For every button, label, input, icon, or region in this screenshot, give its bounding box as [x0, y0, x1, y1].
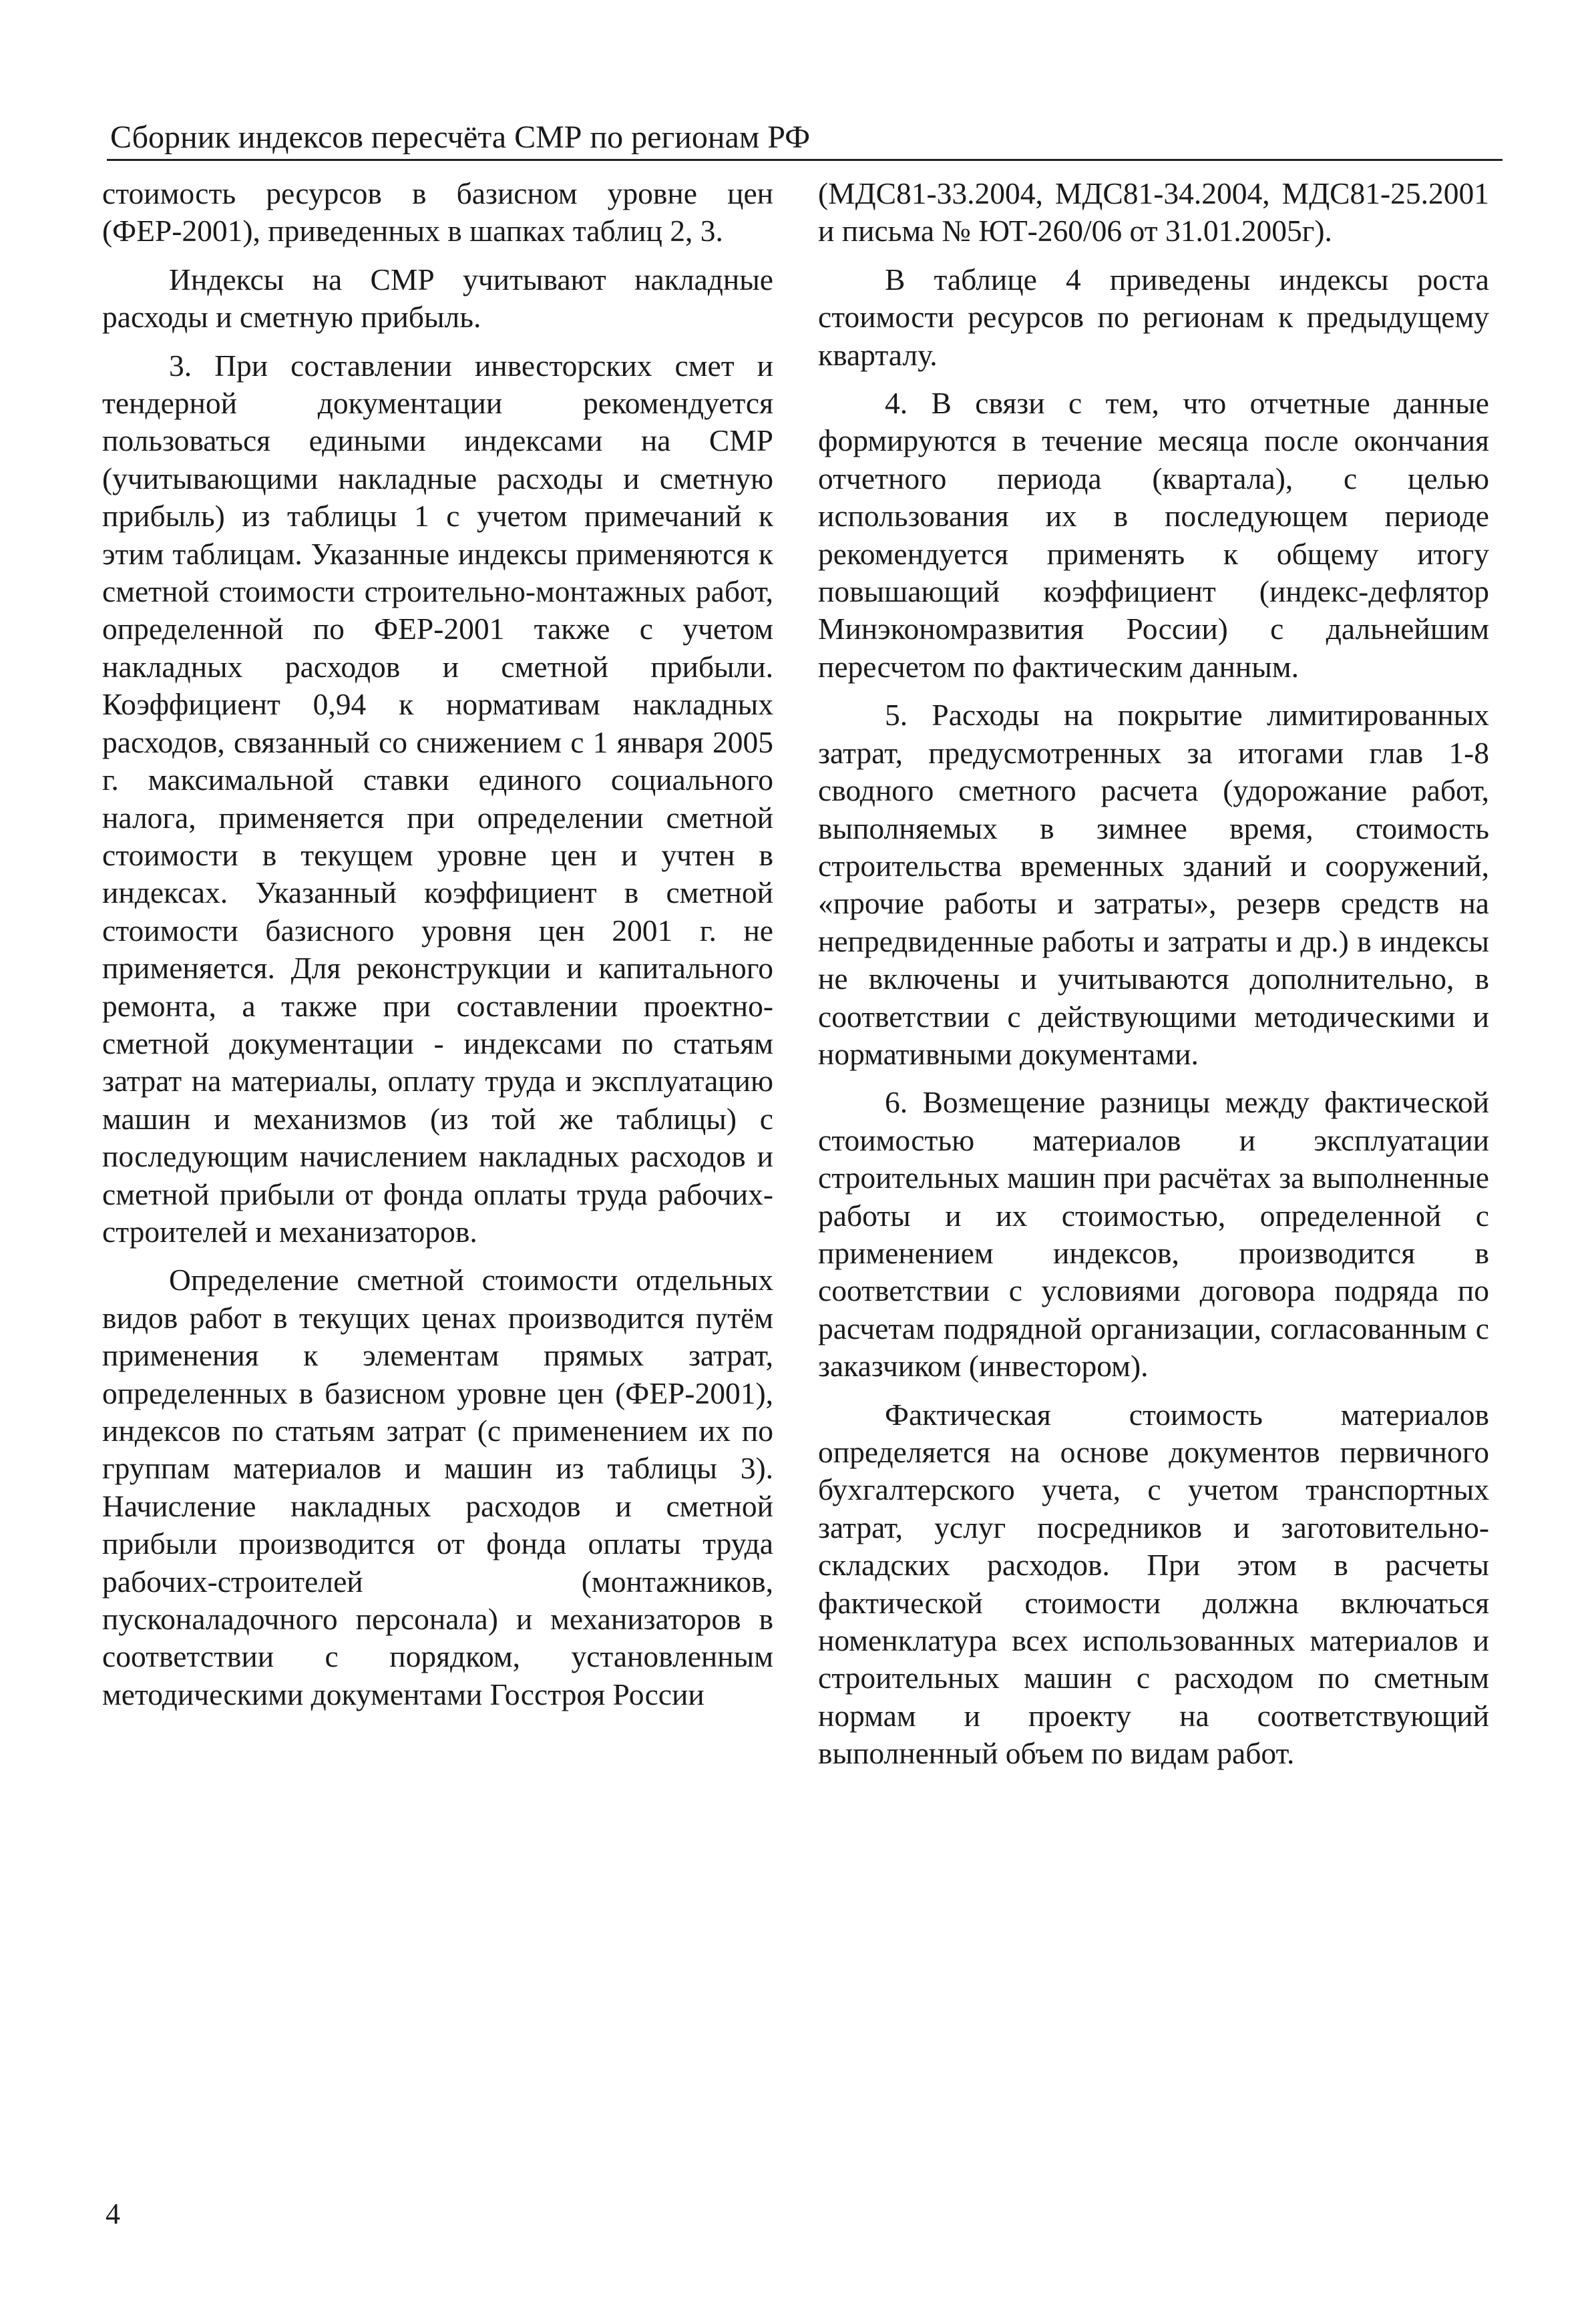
left-column [102, 175, 773, 1724]
paragraph: Определение сметной стоимости отдельных видов работ в текущих ценах производится путём применения к элементам прямых затрат, определенных в базисном уровне цен (ФЕР-2001), индексов по статьям затрат (с применением их по группам материалов и машин из таблицы 3). Начисление накладных расходов и сметной прибыли производится от фонда оплаты труда рабочих-строителей (монтажников, пусконаладочного персонала) и механизаторов в соответствии с порядком, установленным методическими документами Госстроя России [102, 1263, 773, 1711]
paragraph: 4. В связи с тем, что отчетные данные формируются в течение месяца после окончания отчетного периода (квартала), с целью использования их в последующем периоде рекомендуется применять к общему итогу повышающий коэффициент (индекс-дефлятор Минэкономразвития России) с дальнейшим пересчетом по фактическим данным. [818, 386, 1489, 684]
paragraph: Индексы на СМР учитывают накладные расходы и сметную прибыль. [102, 262, 773, 335]
page-number: 4 [106, 2198, 120, 2230]
paragraph: Фактическая стоимость материалов определяется на основе документов первичного бухгалтерского учета, с учетом транспортных затрат, услуг посредников и заготовительно-складских расходов. При этом в расчеты фактической стоимости должна включаться номенклатура всех использованных материалов и строительных машин с расходом по сметным нормам и проекту на соответствующий выполненный объем по видам работ. [818, 1397, 1489, 1771]
header-title: Сборник индексов пересчёта СМР по регионам РФ [110, 120, 810, 155]
paragraph: (МДС81-33.2004, МДС81-34.2004, МДС81-25.2001 и письма № ЮТ-260/06 от 31.01.2005г). [818, 176, 1489, 248]
paragraph: 3. При составлении инвесторских смет и тендерной документации рекомендуется пользоваться едиными индексами на СМР (учитывающими накладные расходы и сметную прибыль) из таблицы 1 с учетом примечаний к этим таблицам. Указанные индексы применяются к сметной стоимости строительно-монтажных работ, определенной по ФЕР-2001 также с учетом накладных расходов и сметной прибыли. Коэффициент 0,94 к нормативам накладных расходов, связанный со снижением с 1 января 2005 г. максимальной ставки единого социального налога, применяется при определении сметной стоимости в текущем уровне цен и учтен в индексах. Указанный коэффициент в сметной стоимости базисного уровня цен 2001 г. не применяется. Для реконструкции и капитального ремонта, а также при составлении проектно-сметной документации - индексами по статьям затрат на материалы, оплату труда и эксплуатацию машин и механизмов (из той же таблицы) с последующим начислением накладных расходов и сметной прибыли от фонда оплаты труда рабочих-строителей и механизаторов. [102, 348, 773, 1249]
paragraph: стоимость ресурсов в базисном уровне цен (ФЕР-2001), приведенных в шапках таблиц 2, 3. [102, 176, 773, 248]
paragraph: В таблице 4 приведены индексы роста стоимости ресурсов по регионам к предыдущему кварталу. [818, 262, 1489, 372]
paragraph: 5. Расходы на покрытие лимитированных затрат, предусмотренных за итогами глав 1-8 сводного сметного расчета (удорожание работ, выполняемых в зимнее время, стоимость строительства временных зданий и сооружений, «прочие работы и затраты», резерв средств на непредвиденные работы и затраты и др.) в индексы не включены и учитываются дополнительно, в соответствии с действующими методическими и нормативными документами. [818, 698, 1489, 1071]
paragraph: 6. Возмещение разницы между фактической стоимостью материалов и эксплуатации строительных машин при расчётах за выполненные работы и их стоимостью, определенной с применением индексов, производится в соответствии с условиями договора подряда по расчетам подрядной организации, согласованным с заказчиком (инвестором). [818, 1085, 1489, 1384]
right-column [818, 175, 1489, 1784]
running-header [107, 112, 1503, 161]
